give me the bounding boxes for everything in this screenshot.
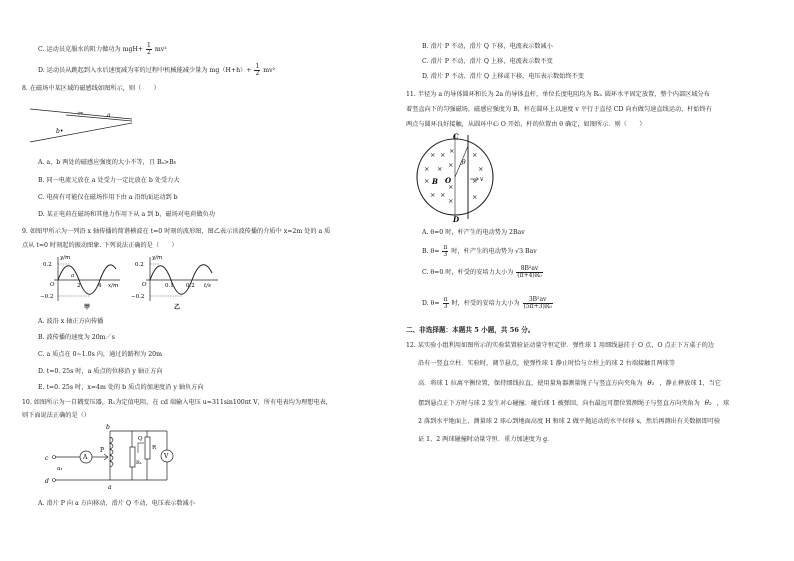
svg-text:O: O xyxy=(142,282,147,288)
q10-stem-line2: 则下面说法正确的是（） xyxy=(22,412,91,419)
svg-text:乙: 乙 xyxy=(174,304,181,311)
svg-text:x/m: x/m xyxy=(108,283,119,289)
svg-text:V: V xyxy=(164,453,169,460)
svg-text:D: D xyxy=(453,215,460,223)
svg-text:P: P xyxy=(100,447,105,454)
q11-stem-line1: 11. 半径为 a 的导体圆环和长为 2a 的导体直杆，单位长度电阻均为 R₀. 圆环水平固定放置，整个内部区域分布 xyxy=(406,91,710,98)
svg-text:×: × xyxy=(437,165,443,173)
svg-text:0.2: 0.2 xyxy=(135,262,144,268)
svg-text:0.1: 0.1 xyxy=(165,283,174,289)
q10-option-b: B. 滑片 P 不动，滑片 Q 下移，电流表示数减小 xyxy=(422,43,553,50)
svg-text:×: × xyxy=(449,147,455,155)
q9-option-b: B. 波传播的速度为 20m／s xyxy=(38,334,115,341)
q11-option-c: C. θ=0 时，杆受的安培力大小为 $\frac{\text{8B²av}}{\text{(π+4)R₀}}$ xyxy=(422,265,542,279)
svg-text:a: a xyxy=(108,484,112,491)
svg-text:y/m: y/m xyxy=(60,255,71,261)
svg-text:×: × xyxy=(448,197,454,205)
svg-text:×: × xyxy=(424,177,430,185)
vibration-graph-yi xyxy=(130,253,225,311)
q8-option-a: A. a、b 两处的磁感应强度的大小不等，且 Bₐ>Bᵦ xyxy=(38,159,176,166)
q12-line2: 沿有一竖直立柱．实验时，调节悬点，使弹性球 1 静止时恰与立柱上的球 2 右端接触且两球等 xyxy=(418,360,676,367)
svg-text:u₁: u₁ xyxy=(57,466,63,472)
fraction-half: $\frac{1}{2}$ xyxy=(147,42,151,56)
q8-stem: 8. 在磁场中某区域的磁感线如图所示，则（ ） xyxy=(22,85,160,92)
q11-option-d: D. θ= $\frac{\pi}{3}$ 时，杆受的安培力大小为 $\frac{\text{3B²av}}{\text{(5π+3)R₀}}$ xyxy=(422,296,552,310)
svg-text:甲: 甲 xyxy=(84,304,91,311)
q12-line4: 摆到悬点正下方时与球 2 发生对心碰撞．碰后球 1 被弹回，向右最远可摆位置测绳子与竖直方向夹角为 θ₂ ，球 xyxy=(418,399,730,407)
section-heading-nonchoice: 二、非选择题：本题共 5 小题，共 56 分。 xyxy=(406,326,535,334)
svg-text:A: A xyxy=(83,454,88,461)
svg-text:×: × xyxy=(448,183,454,191)
svg-text:2: 2 xyxy=(77,283,81,289)
wave-graph-jia xyxy=(40,253,130,311)
svg-text:×: × xyxy=(472,177,478,185)
q11-stem-line2: 着竖直向下的匀强磁场，磁感应强度为 B，杆在圆环上以速度 v 平行于直径 CD 向右做匀速直线运动，杆始终有 xyxy=(406,106,713,113)
q8-option-d: D. 某正电荷在磁场和其他力作用下从 a 到 b，磁场对电荷做负功 xyxy=(38,211,215,218)
q8-option-b: B. 同一电流元放在 a 处受力一定比放在 b 处受力大 xyxy=(38,177,180,184)
q10-option-a: A. 滑片 P 向 a 方向移动、滑片 Q 不动，电压表示数减小 xyxy=(38,500,195,507)
q9-stem-line2: 点从 t=0 时刻起的振动图象. 下列说法正确的是（ ） xyxy=(22,242,178,249)
q12-line1: 12. 某实验小组利用如图所示的实验装置验证动量守恒定律．弹性球 1 用细线悬挂于 O 点，O 点正下方桌子的边 xyxy=(406,342,714,349)
q9-stem-line1: 9. 如图甲所示为一列沿 x 轴传播的简谐横波在 t=0 时刻的波形图，图乙表示该波传播的介质中 x=2m 处的 a 质 xyxy=(22,228,331,235)
svg-text:×: × xyxy=(430,151,436,159)
q12-line5: 2 落到水平地面上，测量球 2 球心到地面高度 H 和球 2 做平抛运动的水平位移 s，然后再测出有关数据即可验 xyxy=(418,418,721,425)
svg-text:C: C xyxy=(453,132,459,141)
svg-text:a: a xyxy=(107,112,111,119)
svg-text:O: O xyxy=(50,282,55,288)
ring-rod-magnetic-field-figure xyxy=(410,131,500,223)
q10-option-d: D. 滑片 P 不动、滑片 Q 上移或下移，电压表示数始终不变 xyxy=(422,73,584,80)
svg-text:Q: Q xyxy=(138,436,143,442)
svg-text:0.2: 0.2 xyxy=(186,283,195,289)
svg-text:b: b xyxy=(106,424,110,431)
svg-text:R₁: R₁ xyxy=(136,460,142,466)
svg-text:×: × xyxy=(440,151,446,159)
q7-option-c: C. 运动员克服水的阻力做功为 mgH+ $\frac{1}{2}$ mv² xyxy=(38,42,167,56)
q12-line3: 高．将球 1 拉离平衡位置，保持细线拉直，使用量角器测量绳子与竖直方向夹角为 θ₁ ，静止释放球 1，当它 xyxy=(418,379,721,387)
q9-option-c: C. a 质点在 0~1.0s 内，通过的路程为 20m xyxy=(38,351,162,358)
svg-text:a: a xyxy=(71,273,75,279)
svg-text:−0.2: −0.2 xyxy=(131,294,145,300)
svg-text:×: × xyxy=(430,191,436,199)
fraction-half: $\frac{1}{2}$ xyxy=(255,63,260,77)
svg-text:y/m: y/m xyxy=(152,255,163,261)
svg-text:d: d xyxy=(45,478,49,485)
svg-text:×: × xyxy=(424,165,430,173)
q7-option-d: D. 运动员从跳起到入水后速度减为零的过程中机械能减少量为 mg（H+h）+ $\frac{1}{2}$ mv² xyxy=(38,63,276,77)
q10-option-c: C. 滑片 P 不动，滑片 Q 上移，电流表示数不变 xyxy=(422,58,553,65)
svg-text:O: O xyxy=(445,176,452,185)
svg-text:×: × xyxy=(440,191,446,199)
q9-option-a: A. 波沿 x 轴正方向传播 xyxy=(38,318,104,325)
svg-text:t/s: t/s xyxy=(204,283,211,289)
q10-stem-line1: 10. 如图所示为一自耦变压器，R₁为定值电阻，在 cd 端输入电压 u=311sin100πt V，所有电表均为理想电表， xyxy=(22,399,332,406)
q9-option-d: D. t=0. 25s 时，a 质点的位移沿 y 轴正方向 xyxy=(38,368,163,375)
svg-text:v: v xyxy=(480,176,484,183)
q12-line6: 证 1、2 两球碰撞时动量守恒．重力加速度为 g． xyxy=(418,436,554,443)
svg-text:×: × xyxy=(472,151,478,159)
svg-text:R: R xyxy=(152,445,157,451)
svg-text:0.2: 0.2 xyxy=(43,262,52,268)
svg-text:4: 4 xyxy=(98,283,102,289)
q8-option-c: C. 电荷有可能仅在磁场作用下由 a 沿纸面运动到 b xyxy=(38,194,178,201)
svg-text:×: × xyxy=(448,161,454,169)
svg-text:B: B xyxy=(432,177,438,186)
autotransformer-circuit-figure xyxy=(42,423,192,493)
q11-option-b: B. θ= $\frac{\pi}{3}$ 时，杆产生的电动势为 √3 Bav xyxy=(422,244,537,258)
svg-text:b•: b• xyxy=(56,128,64,135)
q11-option-a: A. θ=0 时，杆产生的电动势为 2Bav xyxy=(422,229,525,236)
svg-text:θ: θ xyxy=(462,159,466,166)
magnetic-field-lines-figure xyxy=(28,100,148,144)
q11-stem-line3: 两点与圆环良好接触，从圆环中心 O 开始，杆的位置由 θ 确定，如图所示．则（ ） xyxy=(406,121,646,128)
svg-text:×: × xyxy=(472,193,478,201)
svg-text:−0.2: −0.2 xyxy=(40,294,54,300)
field-cross-marks xyxy=(424,147,483,205)
q9-option-e: E. t=0. 25s 时，x=4m 处的 b 质点的加速度沿 y 轴负方向 xyxy=(38,384,204,391)
svg-text:c: c xyxy=(45,455,49,462)
svg-text:×: × xyxy=(478,165,484,173)
